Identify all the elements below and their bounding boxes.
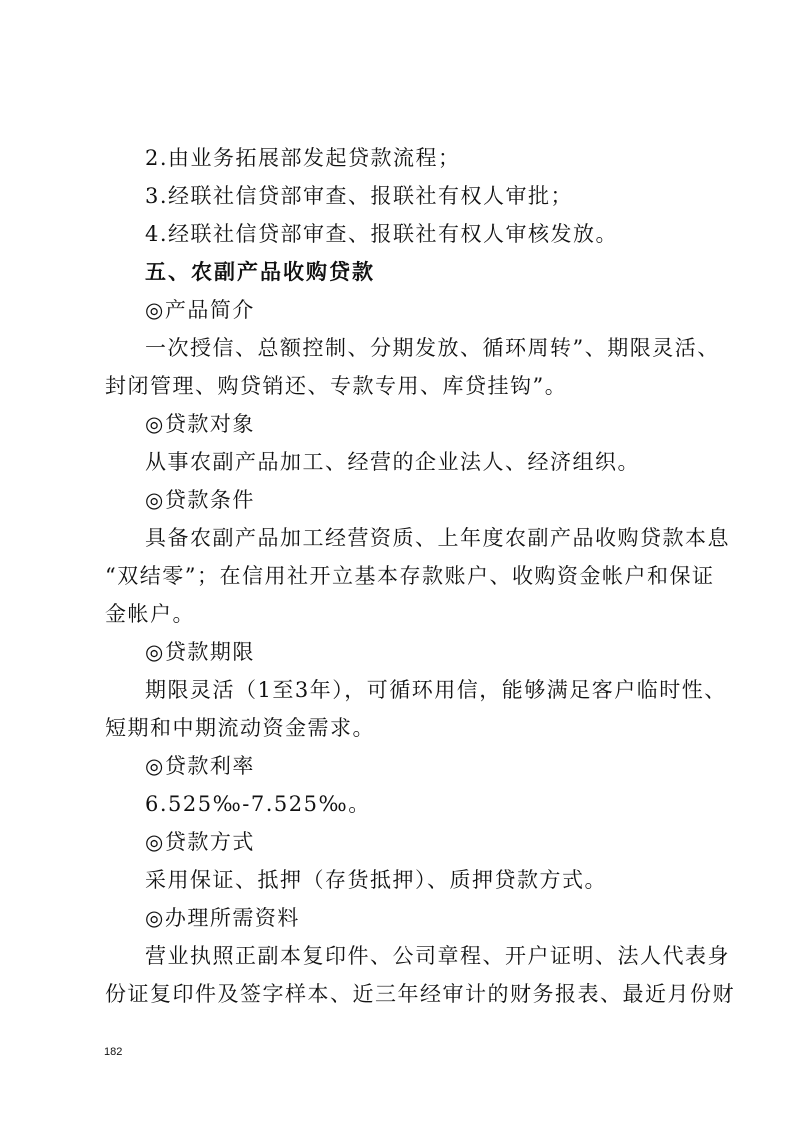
paragraph-line: 期限灵活（1至3年），可循环用信，能够满足客户临时性、 xyxy=(145,678,727,702)
paragraph-line: 采用保证、抵押（存货抵押）、质押贷款方式。 xyxy=(145,868,607,892)
paragraph-line: 短期和中期流动资金需求。 xyxy=(105,716,375,740)
product-intro-heading: ◎产品简介 xyxy=(145,298,255,322)
required-documents-heading: ◎办理所需资料 xyxy=(145,906,300,930)
process-step-4: 4.经联社信贷部审查、报联社有权人审核发放。 xyxy=(145,222,619,246)
loan-conditions-heading: ◎贷款条件 xyxy=(145,488,255,512)
loan-term-heading: ◎贷款期限 xyxy=(145,640,255,664)
paragraph-line: 份证复印件及签字样本、近三年经审计的财务报表、最近月份财 xyxy=(105,982,735,1006)
paragraph-line: 具备农副产品加工经营资质、上年度农副产品收购贷款本息 xyxy=(145,526,730,550)
paragraph-line: 金帐户。 xyxy=(105,602,195,626)
paragraph-line: 从事农副产品加工、经营的企业法人、经济组织。 xyxy=(145,450,640,474)
paragraph-line: 封闭管理、购贷销还、专款专用、库贷挂钩”。 xyxy=(105,374,568,398)
process-step-2: 2.由业务拓展部发起贷款流程； xyxy=(145,146,461,170)
section-title: 五、农副产品收购贷款 xyxy=(145,260,375,284)
loan-method-heading: ◎贷款方式 xyxy=(145,830,255,854)
page-number: 182 xyxy=(104,1046,123,1058)
paragraph-line: 6.525‰-7.525‰。 xyxy=(145,792,371,816)
paragraph-line: 营业执照正副本复印件、公司章程、开户证明、法人代表身 xyxy=(145,944,730,968)
loan-rate-heading: ◎贷款利率 xyxy=(145,754,255,778)
paragraph-line: “双结零”；在信用社开立基本存款账户、收购资金帐户和保证 xyxy=(105,564,715,588)
process-step-3: 3.经联社信贷部审查、报联社有权人审批； xyxy=(145,184,574,208)
paragraph-line: 一次授信、总额控制、分期发放、循环周转”、期限灵活、 xyxy=(145,336,720,360)
loan-target-heading: ◎贷款对象 xyxy=(145,412,255,436)
